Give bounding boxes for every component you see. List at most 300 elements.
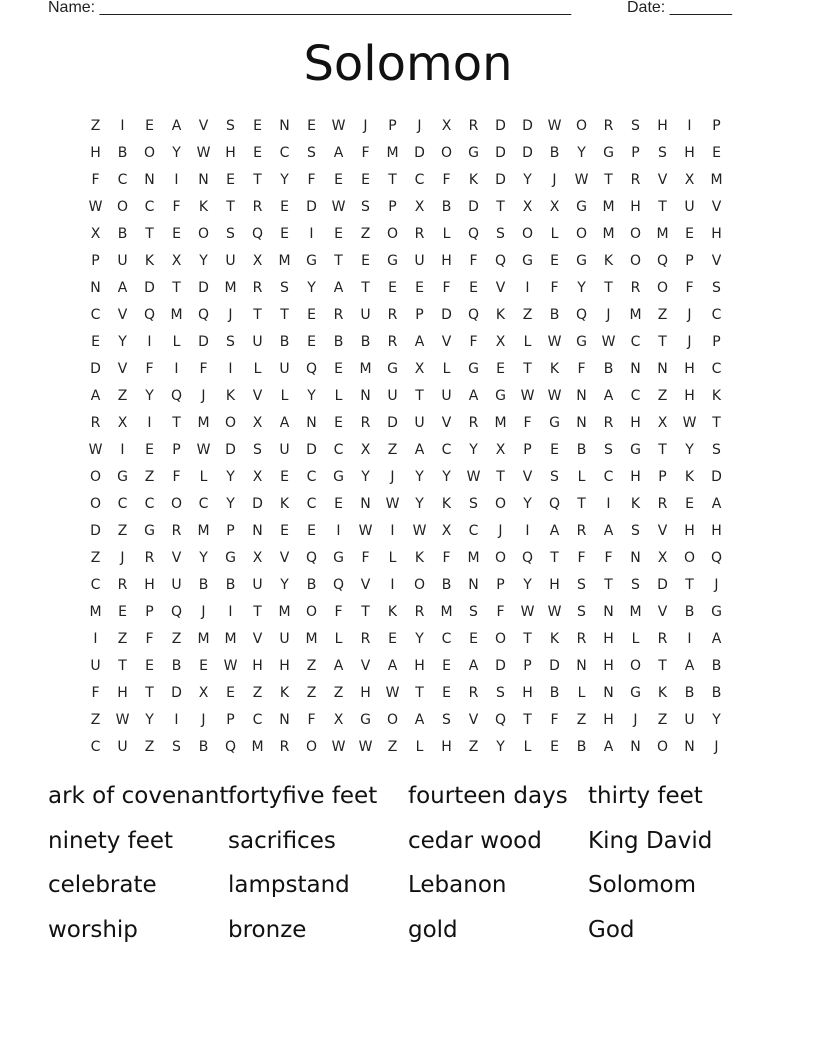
- grid-letter[interactable]: V: [252, 387, 263, 404]
- grid-letter[interactable]: X: [333, 711, 344, 728]
- grid-letter[interactable]: S: [496, 225, 505, 242]
- grid-letter[interactable]: F: [199, 360, 208, 377]
- date-field[interactable]: Date: _______: [627, 0, 732, 16]
- grid-letter[interactable]: S: [496, 684, 505, 701]
- grid-letter[interactable]: X: [441, 522, 452, 539]
- grid-letter[interactable]: V: [657, 171, 668, 188]
- grid-letter[interactable]: H: [603, 657, 614, 674]
- grid-letter[interactable]: W: [331, 117, 346, 134]
- grid-letter[interactable]: P: [388, 198, 397, 215]
- grid-letter[interactable]: Q: [170, 603, 183, 620]
- grid-letter[interactable]: A: [414, 711, 425, 728]
- grid-letter[interactable]: B: [576, 441, 587, 458]
- grid-letter[interactable]: L: [442, 360, 451, 377]
- grid-letter[interactable]: L: [334, 387, 343, 404]
- grid-letter[interactable]: U: [279, 441, 290, 458]
- grid-letter[interactable]: D: [468, 198, 479, 215]
- grid-letter[interactable]: E: [496, 360, 505, 377]
- grid-letter[interactable]: C: [603, 468, 614, 485]
- grid-letter[interactable]: X: [684, 171, 695, 188]
- grid-letter[interactable]: L: [280, 387, 289, 404]
- grid-letter[interactable]: B: [549, 684, 560, 701]
- grid-letter[interactable]: Q: [305, 549, 318, 566]
- grid-letter[interactable]: H: [225, 144, 236, 161]
- grid-letter[interactable]: P: [145, 603, 154, 620]
- grid-letter[interactable]: H: [684, 144, 695, 161]
- grid-letter[interactable]: G: [468, 144, 479, 161]
- grid-letter[interactable]: F: [604, 549, 613, 566]
- grid-letter[interactable]: Y: [496, 738, 505, 755]
- grid-letter[interactable]: M: [710, 171, 723, 188]
- grid-letter[interactable]: B: [576, 738, 587, 755]
- grid-letter[interactable]: E: [253, 117, 262, 134]
- grid-letter[interactable]: N: [468, 576, 479, 593]
- grid-letter[interactable]: Z: [306, 657, 317, 674]
- grid-letter[interactable]: W: [196, 144, 211, 161]
- grid-letter[interactable]: N: [576, 414, 587, 431]
- grid-letter[interactable]: T: [496, 468, 505, 485]
- grid-letter[interactable]: M: [467, 549, 480, 566]
- grid-letter[interactable]: C: [711, 306, 722, 323]
- grid-letter[interactable]: Q: [143, 306, 156, 323]
- grid-letter[interactable]: G: [333, 468, 344, 485]
- grid-letter[interactable]: C: [117, 171, 128, 188]
- grid-letter[interactable]: D: [90, 360, 101, 377]
- grid-letter[interactable]: Q: [170, 387, 183, 404]
- grid-letter[interactable]: O: [89, 495, 102, 512]
- grid-letter[interactable]: T: [172, 414, 181, 431]
- grid-letter[interactable]: M: [629, 603, 642, 620]
- grid-letter[interactable]: U: [414, 252, 425, 269]
- grid-letter[interactable]: C: [117, 495, 128, 512]
- grid-letter[interactable]: E: [334, 225, 343, 242]
- grid-letter[interactable]: M: [251, 738, 264, 755]
- grid-letter[interactable]: K: [144, 252, 155, 269]
- grid-letter[interactable]: S: [280, 279, 289, 296]
- grid-letter[interactable]: T: [415, 684, 424, 701]
- grid-letter[interactable]: T: [658, 657, 667, 674]
- grid-letter[interactable]: B: [333, 333, 344, 350]
- grid-letter[interactable]: U: [252, 576, 263, 593]
- grid-letter[interactable]: T: [604, 576, 613, 593]
- grid-letter[interactable]: F: [523, 414, 532, 431]
- grid-letter[interactable]: D: [252, 495, 263, 512]
- grid-letter[interactable]: S: [631, 522, 640, 539]
- grid-letter[interactable]: P: [496, 576, 505, 593]
- grid-letter[interactable]: X: [90, 225, 101, 242]
- grid-letter[interactable]: P: [658, 468, 667, 485]
- grid-letter[interactable]: D: [306, 198, 317, 215]
- grid-letter[interactable]: O: [494, 495, 507, 512]
- grid-letter[interactable]: B: [549, 306, 560, 323]
- grid-letter[interactable]: T: [685, 576, 694, 593]
- grid-letter[interactable]: F: [442, 171, 451, 188]
- grid-letter[interactable]: B: [198, 738, 209, 755]
- grid-letter[interactable]: Z: [144, 738, 155, 755]
- grid-letter[interactable]: E: [307, 117, 316, 134]
- grid-letter[interactable]: V: [657, 603, 668, 620]
- grid-letter[interactable]: Z: [333, 684, 344, 701]
- grid-letter[interactable]: R: [252, 279, 263, 296]
- grid-letter[interactable]: N: [684, 738, 695, 755]
- grid-letter[interactable]: O: [89, 468, 102, 485]
- grid-letter[interactable]: J: [552, 171, 557, 188]
- grid-letter[interactable]: T: [577, 495, 586, 512]
- grid-letter[interactable]: V: [198, 117, 209, 134]
- grid-letter[interactable]: I: [174, 171, 179, 188]
- grid-letter[interactable]: Y: [280, 171, 289, 188]
- grid-letter[interactable]: X: [495, 441, 506, 458]
- grid-letter[interactable]: I: [687, 630, 692, 647]
- grid-letter[interactable]: O: [575, 117, 588, 134]
- grid-letter[interactable]: H: [684, 522, 695, 539]
- grid-letter[interactable]: N: [630, 549, 641, 566]
- grid-letter[interactable]: I: [174, 360, 179, 377]
- grid-letter[interactable]: C: [441, 630, 452, 647]
- grid-letter[interactable]: E: [145, 117, 154, 134]
- grid-letter[interactable]: W: [466, 468, 481, 485]
- grid-letter[interactable]: H: [684, 387, 695, 404]
- grid-letter[interactable]: B: [441, 576, 452, 593]
- grid-letter[interactable]: F: [334, 603, 343, 620]
- grid-letter[interactable]: D: [495, 171, 506, 188]
- grid-letter[interactable]: D: [198, 333, 209, 350]
- grid-letter[interactable]: P: [712, 117, 721, 134]
- grid-letter[interactable]: J: [363, 117, 368, 134]
- grid-letter[interactable]: Z: [117, 387, 128, 404]
- grid-letter[interactable]: G: [630, 684, 641, 701]
- grid-letter[interactable]: J: [498, 522, 503, 539]
- grid-letter[interactable]: T: [361, 603, 370, 620]
- grid-letter[interactable]: E: [226, 684, 235, 701]
- grid-letter[interactable]: Z: [144, 468, 155, 485]
- grid-letter[interactable]: O: [494, 630, 507, 647]
- grid-letter[interactable]: P: [685, 252, 694, 269]
- grid-letter[interactable]: Y: [226, 468, 235, 485]
- grid-letter[interactable]: A: [117, 279, 128, 296]
- grid-letter[interactable]: X: [495, 333, 506, 350]
- grid-letter[interactable]: E: [280, 198, 289, 215]
- grid-letter[interactable]: T: [523, 630, 532, 647]
- grid-letter[interactable]: N: [603, 684, 614, 701]
- grid-letter[interactable]: U: [279, 630, 290, 647]
- grid-letter[interactable]: M: [197, 522, 210, 539]
- grid-letter[interactable]: Z: [90, 711, 101, 728]
- grid-letter[interactable]: K: [279, 495, 290, 512]
- grid-letter[interactable]: Q: [710, 549, 723, 566]
- grid-letter[interactable]: W: [601, 333, 616, 350]
- grid-letter[interactable]: Q: [494, 252, 507, 269]
- grid-letter[interactable]: E: [91, 333, 100, 350]
- grid-letter[interactable]: E: [334, 414, 343, 431]
- grid-letter[interactable]: O: [386, 225, 399, 242]
- grid-letter[interactable]: E: [280, 225, 289, 242]
- grid-letter[interactable]: C: [441, 441, 452, 458]
- grid-letter[interactable]: K: [549, 360, 560, 377]
- grid-letter[interactable]: J: [390, 468, 395, 485]
- grid-letter[interactable]: I: [309, 225, 314, 242]
- grid-letter[interactable]: T: [658, 198, 667, 215]
- grid-letter[interactable]: Y: [307, 387, 316, 404]
- grid-letter[interactable]: C: [306, 495, 317, 512]
- grid-letter[interactable]: Z: [171, 630, 182, 647]
- grid-letter[interactable]: T: [280, 306, 289, 323]
- grid-letter[interactable]: F: [685, 279, 694, 296]
- grid-letter[interactable]: F: [307, 171, 316, 188]
- grid-letter[interactable]: D: [657, 576, 668, 593]
- grid-letter[interactable]: A: [603, 522, 614, 539]
- grid-letter[interactable]: E: [118, 603, 127, 620]
- grid-letter[interactable]: W: [412, 522, 427, 539]
- grid-letter[interactable]: O: [224, 414, 237, 431]
- grid-letter[interactable]: T: [145, 225, 154, 242]
- grid-letter[interactable]: E: [685, 495, 694, 512]
- grid-letter[interactable]: S: [469, 495, 478, 512]
- grid-letter[interactable]: T: [658, 441, 667, 458]
- grid-letter[interactable]: W: [196, 441, 211, 458]
- grid-letter[interactable]: N: [360, 495, 371, 512]
- grid-letter[interactable]: P: [415, 306, 424, 323]
- grid-letter[interactable]: I: [228, 603, 233, 620]
- grid-letter[interactable]: D: [522, 144, 533, 161]
- grid-letter[interactable]: C: [468, 522, 479, 539]
- grid-letter[interactable]: Z: [522, 306, 533, 323]
- grid-letter[interactable]: K: [657, 684, 668, 701]
- grid-letter[interactable]: P: [172, 441, 181, 458]
- grid-letter[interactable]: V: [171, 549, 182, 566]
- grid-letter[interactable]: G: [603, 144, 614, 161]
- grid-letter[interactable]: C: [144, 198, 155, 215]
- grid-letter[interactable]: H: [252, 657, 263, 674]
- grid-letter[interactable]: N: [90, 279, 101, 296]
- grid-letter[interactable]: V: [360, 576, 371, 593]
- grid-letter[interactable]: W: [385, 495, 400, 512]
- grid-letter[interactable]: L: [577, 684, 586, 701]
- grid-letter[interactable]: B: [711, 657, 722, 674]
- grid-letter[interactable]: E: [199, 657, 208, 674]
- grid-letter[interactable]: S: [469, 603, 478, 620]
- grid-letter[interactable]: H: [90, 144, 101, 161]
- grid-letter[interactable]: A: [279, 414, 290, 431]
- grid-letter[interactable]: O: [170, 495, 183, 512]
- grid-letter[interactable]: J: [417, 117, 422, 134]
- grid-letter[interactable]: Q: [548, 495, 561, 512]
- grid-letter[interactable]: B: [117, 225, 128, 242]
- grid-letter[interactable]: M: [494, 414, 507, 431]
- grid-letter[interactable]: R: [603, 117, 614, 134]
- grid-letter[interactable]: M: [224, 630, 237, 647]
- grid-letter[interactable]: N: [576, 657, 587, 674]
- grid-letter[interactable]: R: [657, 630, 668, 647]
- grid-letter[interactable]: H: [657, 117, 668, 134]
- grid-letter[interactable]: U: [387, 387, 398, 404]
- grid-letter[interactable]: I: [525, 279, 530, 296]
- grid-letter[interactable]: Q: [467, 225, 480, 242]
- grid-letter[interactable]: Z: [468, 738, 479, 755]
- grid-letter[interactable]: P: [523, 657, 532, 674]
- grid-letter[interactable]: M: [440, 603, 453, 620]
- grid-letter[interactable]: S: [658, 144, 667, 161]
- grid-letter[interactable]: C: [198, 495, 209, 512]
- grid-letter[interactable]: S: [226, 117, 235, 134]
- grid-letter[interactable]: C: [306, 468, 317, 485]
- grid-letter[interactable]: K: [684, 468, 695, 485]
- grid-letter[interactable]: Q: [197, 306, 210, 323]
- grid-letter[interactable]: X: [117, 414, 128, 431]
- grid-letter[interactable]: M: [305, 630, 318, 647]
- grid-letter[interactable]: W: [547, 333, 562, 350]
- grid-letter[interactable]: D: [495, 117, 506, 134]
- grid-letter[interactable]: F: [550, 711, 559, 728]
- grid-letter[interactable]: H: [603, 711, 614, 728]
- grid-letter[interactable]: P: [712, 333, 721, 350]
- grid-letter[interactable]: E: [442, 657, 451, 674]
- grid-letter[interactable]: T: [361, 279, 370, 296]
- grid-letter[interactable]: N: [252, 522, 263, 539]
- grid-letter[interactable]: P: [631, 144, 640, 161]
- grid-letter[interactable]: F: [172, 468, 181, 485]
- grid-letter[interactable]: E: [388, 279, 397, 296]
- grid-letter[interactable]: M: [602, 198, 615, 215]
- grid-letter[interactable]: H: [441, 738, 452, 755]
- grid-letter[interactable]: G: [468, 360, 479, 377]
- grid-letter[interactable]: M: [278, 252, 291, 269]
- grid-letter[interactable]: W: [88, 198, 103, 215]
- grid-letter[interactable]: P: [226, 711, 235, 728]
- grid-letter[interactable]: E: [361, 252, 370, 269]
- grid-letter[interactable]: W: [547, 387, 562, 404]
- grid-letter[interactable]: P: [388, 117, 397, 134]
- grid-letter[interactable]: Y: [199, 549, 208, 566]
- grid-letter[interactable]: Z: [90, 549, 101, 566]
- grid-letter[interactable]: H: [684, 360, 695, 377]
- grid-letter[interactable]: W: [358, 522, 373, 539]
- grid-letter[interactable]: S: [577, 576, 586, 593]
- grid-letter[interactable]: W: [574, 171, 589, 188]
- grid-letter[interactable]: I: [147, 333, 152, 350]
- grid-letter[interactable]: C: [630, 387, 641, 404]
- grid-letter[interactable]: I: [147, 414, 152, 431]
- grid-letter[interactable]: Y: [145, 711, 154, 728]
- grid-letter[interactable]: H: [144, 576, 155, 593]
- grid-letter[interactable]: O: [521, 225, 534, 242]
- grid-letter[interactable]: A: [333, 657, 344, 674]
- grid-letter[interactable]: F: [307, 711, 316, 728]
- grid-letter[interactable]: M: [629, 306, 642, 323]
- grid-letter[interactable]: Y: [145, 387, 154, 404]
- grid-letter[interactable]: V: [522, 468, 533, 485]
- grid-letter[interactable]: I: [606, 495, 611, 512]
- grid-letter[interactable]: G: [306, 252, 317, 269]
- grid-letter[interactable]: Q: [575, 306, 588, 323]
- grid-letter[interactable]: Q: [656, 252, 669, 269]
- grid-letter[interactable]: T: [712, 414, 721, 431]
- grid-letter[interactable]: E: [253, 144, 262, 161]
- grid-letter[interactable]: T: [388, 171, 397, 188]
- grid-letter[interactable]: E: [469, 630, 478, 647]
- grid-letter[interactable]: E: [415, 279, 424, 296]
- grid-letter[interactable]: B: [360, 333, 371, 350]
- grid-letter[interactable]: B: [225, 576, 236, 593]
- grid-letter[interactable]: P: [523, 441, 532, 458]
- grid-letter[interactable]: Y: [685, 441, 694, 458]
- grid-letter[interactable]: A: [387, 657, 398, 674]
- grid-letter[interactable]: U: [117, 252, 128, 269]
- grid-letter[interactable]: G: [576, 252, 587, 269]
- grid-letter[interactable]: B: [684, 603, 695, 620]
- grid-letter[interactable]: J: [201, 711, 206, 728]
- grid-letter[interactable]: V: [441, 414, 452, 431]
- grid-letter[interactable]: Z: [252, 684, 263, 701]
- grid-letter[interactable]: T: [226, 198, 235, 215]
- grid-letter[interactable]: A: [90, 387, 101, 404]
- grid-letter[interactable]: H: [414, 657, 425, 674]
- grid-letter[interactable]: L: [253, 360, 262, 377]
- grid-letter[interactable]: E: [550, 441, 559, 458]
- grid-letter[interactable]: G: [387, 252, 398, 269]
- grid-letter[interactable]: G: [522, 252, 533, 269]
- grid-letter[interactable]: T: [550, 549, 559, 566]
- grid-letter[interactable]: R: [117, 576, 128, 593]
- grid-letter[interactable]: R: [414, 225, 425, 242]
- grid-letter[interactable]: U: [117, 738, 128, 755]
- grid-letter[interactable]: A: [333, 144, 344, 161]
- grid-letter[interactable]: A: [549, 522, 560, 539]
- grid-letter[interactable]: X: [252, 468, 263, 485]
- grid-letter[interactable]: V: [468, 711, 479, 728]
- grid-letter[interactable]: S: [631, 117, 640, 134]
- grid-letter[interactable]: C: [333, 441, 344, 458]
- grid-letter[interactable]: D: [225, 441, 236, 458]
- grid-letter[interactable]: K: [279, 684, 290, 701]
- grid-letter[interactable]: I: [120, 441, 125, 458]
- grid-letter[interactable]: E: [388, 630, 397, 647]
- grid-letter[interactable]: R: [414, 603, 425, 620]
- grid-letter[interactable]: T: [604, 279, 613, 296]
- grid-letter[interactable]: R: [360, 414, 371, 431]
- grid-letter[interactable]: Q: [251, 225, 264, 242]
- grid-letter[interactable]: G: [225, 549, 236, 566]
- grid-letter[interactable]: R: [144, 549, 155, 566]
- grid-letter[interactable]: O: [413, 576, 426, 593]
- grid-letter[interactable]: Q: [224, 738, 237, 755]
- grid-letter[interactable]: Z: [576, 711, 587, 728]
- grid-letter[interactable]: Q: [467, 306, 480, 323]
- grid-letter[interactable]: Y: [118, 333, 127, 350]
- grid-letter[interactable]: W: [520, 603, 535, 620]
- grid-letter[interactable]: R: [468, 684, 479, 701]
- grid-letter[interactable]: R: [630, 279, 641, 296]
- grid-letter[interactable]: E: [334, 171, 343, 188]
- grid-letter[interactable]: W: [331, 738, 346, 755]
- grid-letter[interactable]: R: [387, 333, 398, 350]
- grid-letter[interactable]: B: [171, 657, 182, 674]
- grid-letter[interactable]: E: [685, 225, 694, 242]
- grid-letter[interactable]: M: [89, 603, 102, 620]
- grid-letter[interactable]: X: [657, 549, 668, 566]
- grid-letter[interactable]: E: [307, 306, 316, 323]
- grid-letter[interactable]: V: [495, 279, 506, 296]
- grid-letter[interactable]: F: [496, 603, 505, 620]
- grid-letter[interactable]: B: [441, 198, 452, 215]
- grid-letter[interactable]: G: [711, 603, 722, 620]
- grid-letter[interactable]: A: [684, 657, 695, 674]
- grid-letter[interactable]: O: [629, 657, 642, 674]
- grid-letter[interactable]: D: [387, 414, 398, 431]
- grid-letter[interactable]: L: [388, 549, 397, 566]
- grid-letter[interactable]: Y: [523, 171, 532, 188]
- grid-letter[interactable]: O: [656, 738, 669, 755]
